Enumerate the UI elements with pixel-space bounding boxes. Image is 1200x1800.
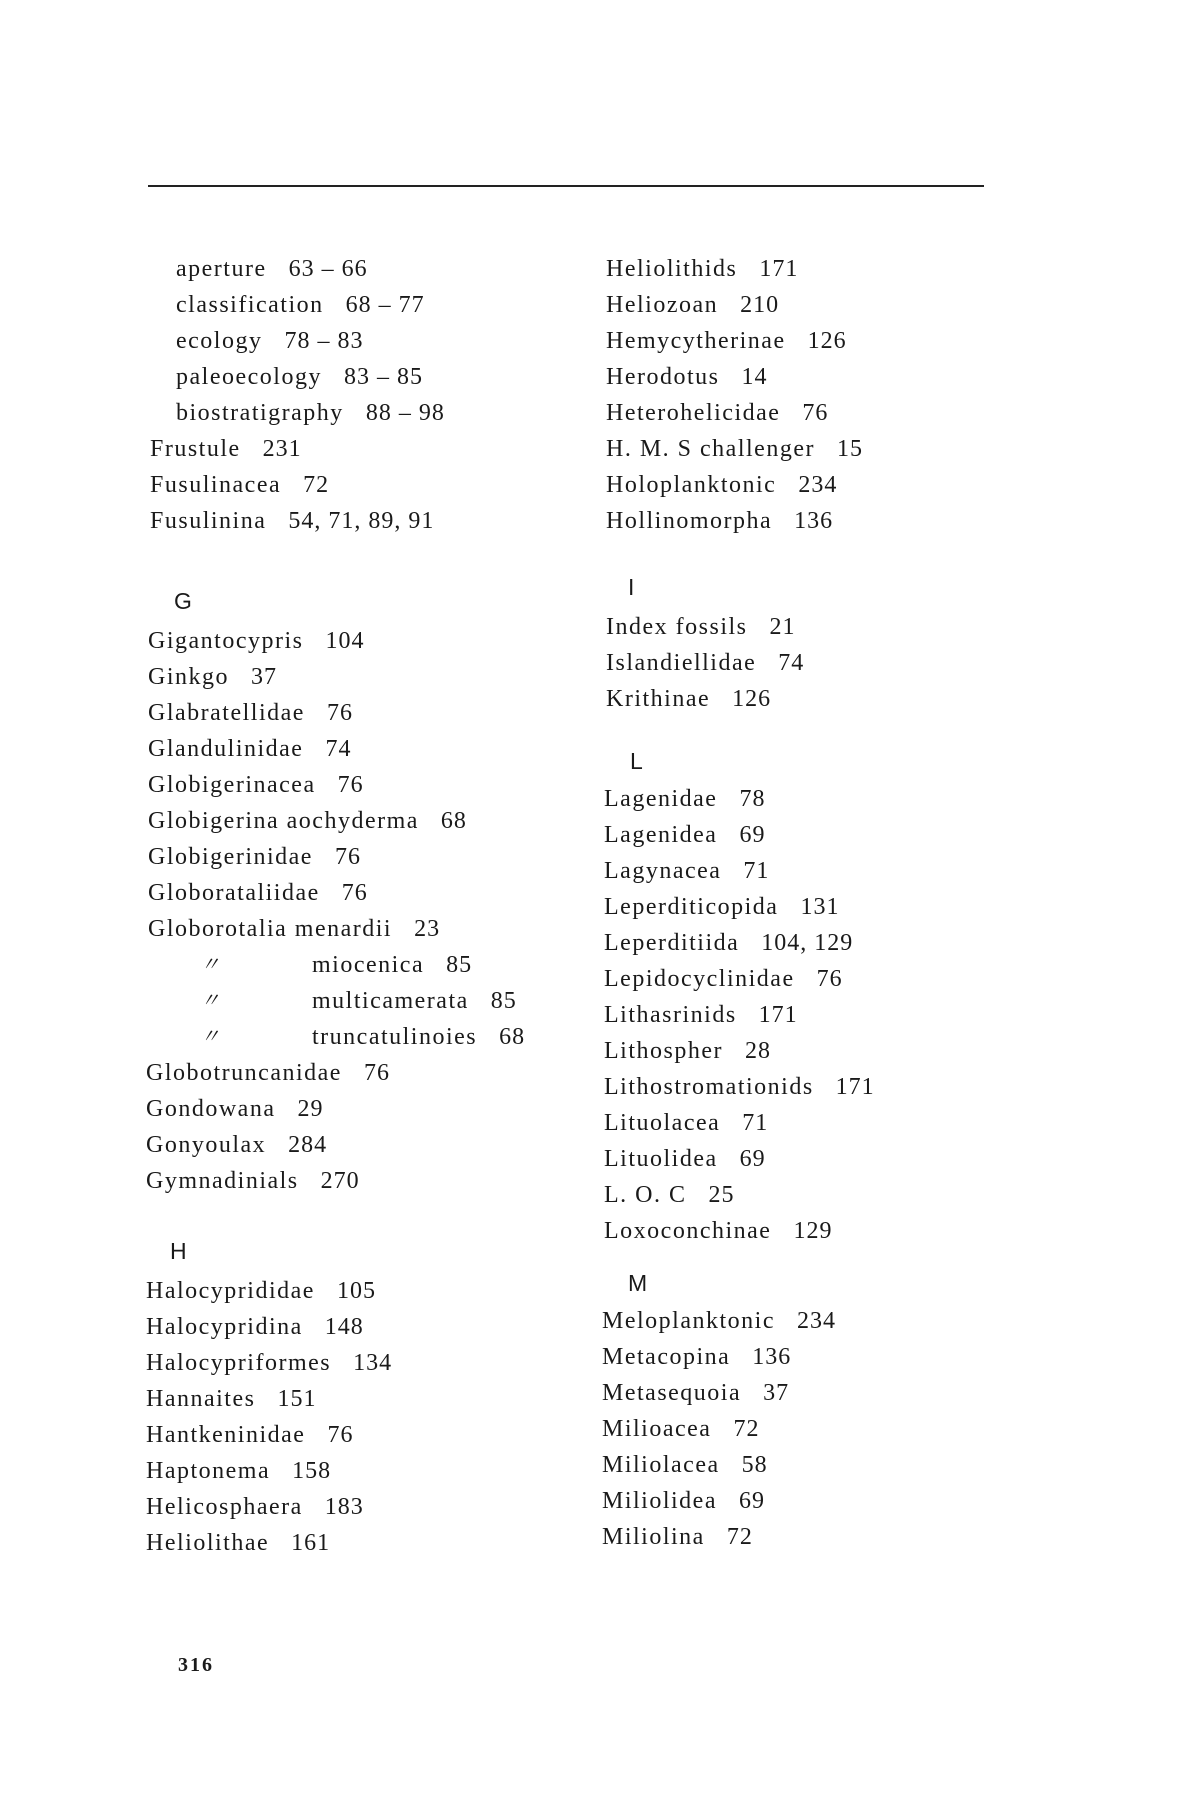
index-entry: Miliolina 72 xyxy=(602,1524,753,1550)
index-entry: Lagenidea 69 xyxy=(604,822,766,848)
index-entry: Glandulinidae 74 xyxy=(148,736,352,762)
section-letter-m: M xyxy=(628,1270,648,1296)
section-letter-l: L xyxy=(630,748,643,774)
index-entry: Milioacea 72 xyxy=(602,1416,760,1442)
index-entry: Gonyoulax 284 xyxy=(146,1132,328,1158)
index-entry: biostratigraphy 88 – 98 xyxy=(176,400,445,426)
page-number: 316 xyxy=(178,1654,214,1676)
index-entry: aperture 63 – 66 xyxy=(176,256,368,282)
index-entry: Index fossils 21 xyxy=(606,614,796,640)
index-entry: Heliolithae 161 xyxy=(146,1530,331,1556)
index-entry: Hannaites 151 xyxy=(146,1386,317,1412)
section-letter-g: G xyxy=(174,588,192,614)
index-entry: Heliozoan 210 xyxy=(606,292,780,318)
index-entry: Hemycytherinae 126 xyxy=(606,328,847,354)
index-entry: Loxoconchinae 129 xyxy=(604,1218,833,1244)
index-entry: Halocyprididae 105 xyxy=(146,1278,376,1304)
index-entry: Miliolacea 58 xyxy=(602,1452,768,1478)
index-entry: Hollinomorpha 136 xyxy=(606,508,834,534)
index-entry: Holoplanktonic 234 xyxy=(606,472,838,498)
index-entry: Ginkgo 37 xyxy=(148,664,277,690)
index-entry: Globigerinacea 76 xyxy=(148,772,364,798)
index-entry: Fusulinina 54, 71, 89, 91 xyxy=(150,508,435,534)
index-entry: Islandiellidae 74 xyxy=(606,650,805,676)
index-entry: Globorotalia menardii 23 xyxy=(148,916,441,942)
index-entry: paleoecology 83 – 85 xyxy=(176,364,423,390)
index-entry: Glabratellidae 76 xyxy=(148,700,353,726)
index-entry: Lithostromationids 171 xyxy=(604,1074,875,1100)
index-entry: Herodotus 14 xyxy=(606,364,768,390)
index-entry: Lituolidea 69 xyxy=(604,1146,766,1172)
section-letter-i: I xyxy=(628,574,635,600)
index-entry: Globorataliidae 76 xyxy=(148,880,368,906)
index-entry: Lithasrinids 171 xyxy=(604,1002,798,1028)
index-entry: Halocypriformes 134 xyxy=(146,1350,393,1376)
index-entry: Miliolidea 69 xyxy=(602,1488,765,1514)
index-entry: Globotruncanidae 76 xyxy=(146,1060,390,1086)
index-entry: Halocypridina 148 xyxy=(146,1314,364,1340)
index-entry: Leperditicopida 131 xyxy=(604,894,840,920)
section-letter-h: H xyxy=(170,1238,187,1264)
index-entry: Globigerinidae 76 xyxy=(148,844,361,870)
index-entry: Gigantocypris 104 xyxy=(148,628,365,654)
index-entry: Krithinae 126 xyxy=(606,686,772,712)
index-entry: Lithospher 28 xyxy=(604,1038,771,1064)
index-entry: Helicosphaera 183 xyxy=(146,1494,364,1520)
ditto-mark: 〃 xyxy=(200,1026,220,1048)
index-entry: Meloplanktonic 234 xyxy=(602,1308,836,1334)
index-entry: Fusulinacea 72 xyxy=(150,472,330,498)
index-entry: H. M. S challenger 15 xyxy=(606,436,863,462)
index-entry: Leperditiida 104, 129 xyxy=(604,930,854,956)
index-entry: Gymnadinials 270 xyxy=(146,1168,360,1194)
index-entry: Metacopina 136 xyxy=(602,1344,792,1370)
index-entry: classification 68 – 77 xyxy=(176,292,425,318)
index-entry: Lagynacea 71 xyxy=(604,858,770,884)
index-entry: L. O. C 25 xyxy=(604,1182,735,1208)
index-entry: Haptonema 158 xyxy=(146,1458,332,1484)
index-entry: ecology 78 – 83 xyxy=(176,328,364,354)
index-entry: Gondowana 29 xyxy=(146,1096,324,1122)
ditto-mark: 〃 xyxy=(200,990,220,1012)
index-entry: Heliolithids 171 xyxy=(606,256,799,282)
index-entry: truncatulinoies 68 xyxy=(312,1024,526,1050)
index-entry: Lepidocyclinidae 76 xyxy=(604,966,843,992)
index-entry: Lituolacea 71 xyxy=(604,1110,769,1136)
ditto-mark: 〃 xyxy=(200,954,220,976)
index-entry: miocenica 85 xyxy=(312,952,473,978)
index-entry: Frustule 231 xyxy=(150,436,302,462)
index-entry: Globigerina aochyderma 68 xyxy=(148,808,467,834)
index-entry: Lagenidae 78 xyxy=(604,786,766,812)
index-entry: Hantkeninidae 76 xyxy=(146,1422,354,1448)
index-entry: multicamerata 85 xyxy=(312,988,517,1014)
index-entry: Metasequoia 37 xyxy=(602,1380,790,1406)
index-entry: Heterohelicidae 76 xyxy=(606,400,829,426)
